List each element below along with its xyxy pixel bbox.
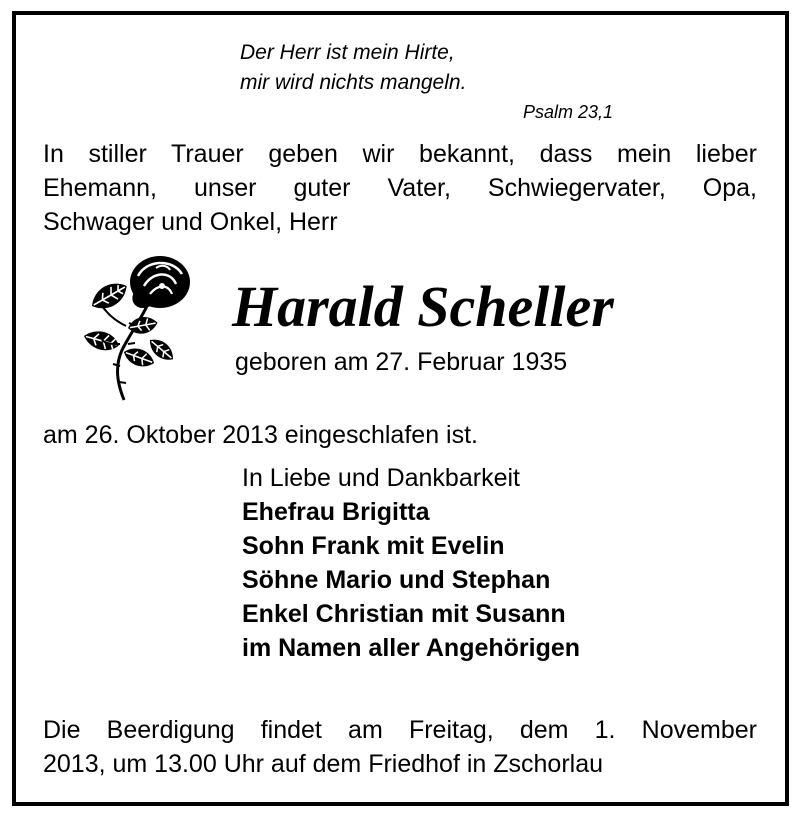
funeral-line-1: Die Beerdigung findet am Freitag, dem 1. November <box>43 716 757 744</box>
signers-block <box>242 461 580 665</box>
verse-line-2: mir wird nichts mangeln. <box>240 71 467 94</box>
signers-lead: In Liebe und Dankbarkeit <box>242 464 520 492</box>
passing-date: am 26. Oktober 2013 eingeschlafen ist. <box>43 421 478 449</box>
signer-1: Ehefrau Brigitta <box>242 498 430 526</box>
bible-verse <box>240 38 466 98</box>
verse-line-1: Der Herr ist mein Hirte, <box>240 41 455 64</box>
notice-border <box>12 11 789 806</box>
signer-2: Sohn Frank mit Evelin <box>242 532 505 560</box>
signer-4: Enkel Christian mit Susann <box>242 600 566 628</box>
intro-text <box>43 137 757 239</box>
signer-3: Söhne Mario und Stephan <box>242 566 551 594</box>
rose-icon <box>62 240 200 405</box>
deceased-name: Harald Scheller <box>232 274 614 339</box>
verse-reference: Psalm 23,1 <box>522 102 613 122</box>
intro-line-3: Schwager und Onkel, Herr <box>43 208 338 236</box>
funeral-info <box>43 713 757 781</box>
birth-date: geboren am 27. Februar 1935 <box>235 348 568 376</box>
funeral-line-2: 2013, um 13.00 Uhr auf dem Friedhof in Zschorlau <box>43 750 604 778</box>
signer-5: im Namen aller Angehörigen <box>242 634 581 662</box>
intro-line-2: Ehemann, unser guter Vater, Schwiegervater, Opa, <box>43 174 757 202</box>
intro-line-1: In stiller Trauer geben wir bekannt, dass mein lieber <box>43 140 757 168</box>
